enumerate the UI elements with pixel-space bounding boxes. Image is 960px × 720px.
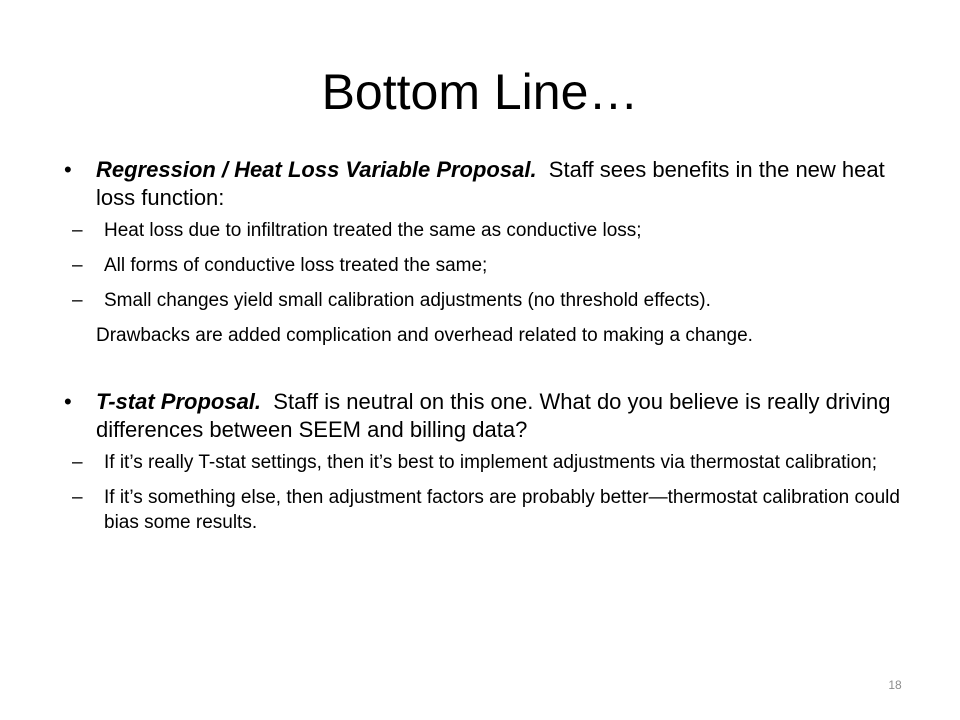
sub-item	[64, 288, 914, 313]
bullet-tstat-proposal	[64, 388, 914, 444]
sub-item-text: All forms of conductive loss treated the same;	[104, 255, 488, 276]
sub-list	[64, 218, 914, 313]
slide-title: Bottom Line…	[321, 64, 639, 120]
slide-body	[64, 156, 914, 545]
sub-item	[64, 485, 914, 535]
sub-item	[64, 450, 914, 475]
dash-marker: –	[72, 290, 83, 311]
drawbacks-note: Drawbacks are added complication and overhead related to making a change.	[96, 325, 753, 346]
sub-item-text: If it’s really T-stat settings, then it’s best to implement adjustments via thermostat calibration;	[104, 452, 878, 473]
bullet-regression-proposal	[64, 156, 914, 212]
bullet-marker: •	[64, 389, 72, 414]
sub-list	[64, 450, 914, 535]
sub-item-text: Heat loss due to infiltration treated the same as conductive loss;	[104, 220, 642, 241]
bullet-lead: T-stat Proposal.	[96, 389, 262, 414]
dash-marker: –	[72, 487, 83, 508]
dash-marker: –	[72, 452, 83, 473]
sub-item-text: If it’s something else, then adjustment factors are probably better—thermostat calibration could bias some results.	[104, 487, 900, 533]
dash-marker: –	[72, 220, 83, 241]
dash-marker: –	[72, 255, 83, 276]
sub-item	[64, 218, 914, 243]
bullet-marker: •	[64, 157, 72, 182]
bullet-lead: Regression / Heat Loss Variable Proposal.	[96, 157, 537, 182]
sub-item	[64, 253, 914, 278]
bullet-text: Staff is neutral on this one. What do you believe is really driving differences between SEEM and billing data?	[96, 389, 891, 442]
page-number: 18	[888, 678, 902, 692]
bullet-text: Staff sees benefits in the new heat loss function:	[96, 157, 885, 210]
sub-item-text: Small changes yield small calibration adjustments (no threshold effects).	[104, 290, 711, 311]
